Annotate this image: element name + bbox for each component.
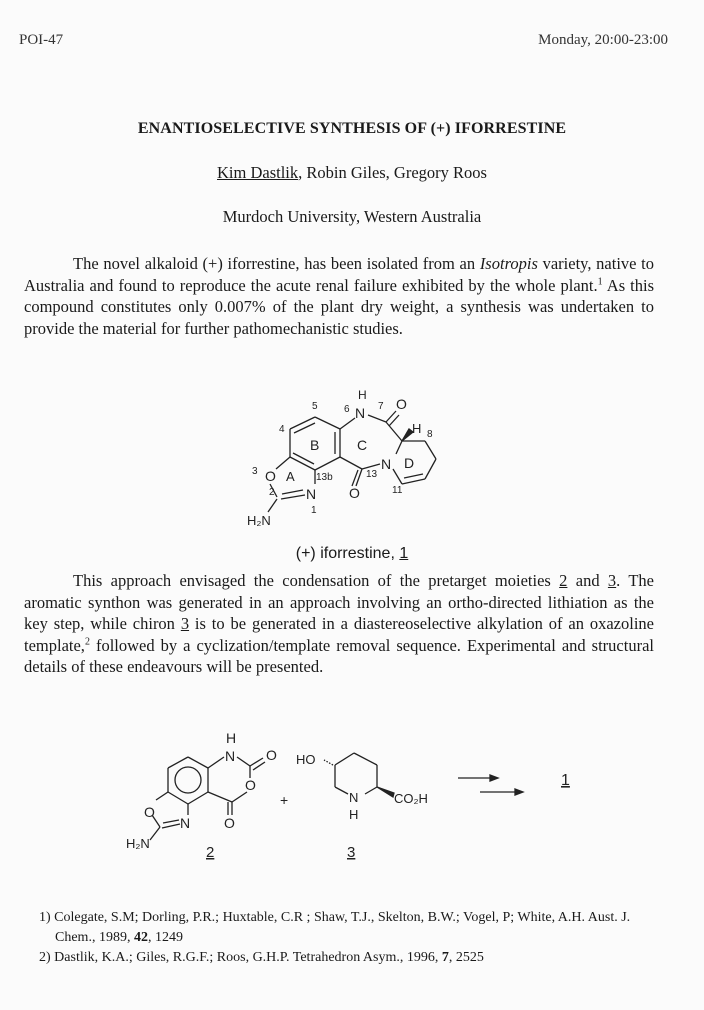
bond <box>168 757 188 768</box>
bond <box>276 457 290 469</box>
ref-volume: 42 <box>133 930 148 945</box>
session-time: Monday, 20:00-23:00 <box>538 32 668 48</box>
atom-label: N <box>225 748 236 764</box>
bond <box>294 423 315 433</box>
reference-item <box>39 908 669 948</box>
plus-sign: + <box>280 792 289 808</box>
bond <box>354 753 377 765</box>
position-number: 2 <box>269 487 275 498</box>
ref-pages: , 1249 <box>147 930 183 945</box>
bond <box>335 753 354 765</box>
position-number: 8 <box>427 429 433 440</box>
text-segment: is to be generated in a diastereoselective alkylation of an oxazoline template, <box>24 614 654 655</box>
text-segment: This approach envisaged the condensation of the pretarget moieties <box>73 571 560 590</box>
atom-label: HO <box>296 752 316 767</box>
position-number: 13 <box>366 469 378 480</box>
compound-number: 2 <box>206 844 215 861</box>
bond <box>208 792 232 802</box>
abstract-paragraph-1 <box>24 253 654 339</box>
atom-label: H <box>412 421 422 436</box>
compound-number: 1 <box>399 545 409 562</box>
paper-title: ENANTIOSELECTIVE SYNTHESIS OF (+) IFORRESTINE <box>137 120 567 137</box>
atom-label: O <box>266 747 277 763</box>
bond <box>365 787 377 794</box>
citation-1: 1 <box>597 276 603 287</box>
bond <box>425 441 436 459</box>
ref-pages: , 2525 <box>448 950 484 965</box>
atom-label: O <box>144 804 155 820</box>
atom-label: O <box>396 396 407 412</box>
reference-item <box>39 948 669 968</box>
bond <box>425 459 436 479</box>
text-segment: The novel alkaloid (+) iforrestine, has been isolated from an <box>73 254 480 273</box>
poster-id: POI-47 <box>19 32 64 48</box>
bond <box>335 787 348 794</box>
bond <box>232 792 247 802</box>
atom-label: H <box>358 388 367 402</box>
text-segment: . The aromatic synthon was generated in an approach involving an ortho-directed lithiation as the key step, while chiron <box>24 571 654 633</box>
bond <box>168 792 188 804</box>
atom-label: H <box>226 730 237 746</box>
ring-label: B <box>310 437 320 453</box>
ref-text: Dastlik, K.A.; Giles, R.G.F.; Roos, G.H.P. Tetrahedron Asym., 1996, <box>54 950 442 965</box>
atom-label: N <box>306 486 317 502</box>
atom-label: O <box>349 485 360 501</box>
product-number: 1 <box>561 772 570 789</box>
atom-label: O <box>245 777 256 793</box>
hashed-bond <box>324 760 333 765</box>
bond <box>340 418 355 429</box>
bond <box>393 469 402 484</box>
bond <box>315 417 340 429</box>
bond <box>281 495 305 499</box>
bond <box>315 457 340 470</box>
position-number: 5 <box>312 401 318 412</box>
atom-label: O <box>224 815 235 831</box>
text-segment: variety, native to Australia and found to reproduce the acute renal failure exhibited by the whole plant. <box>24 254 655 295</box>
bond <box>396 441 402 454</box>
bond <box>368 415 386 422</box>
compound-ref: 2 <box>559 571 568 590</box>
compound-ref: 3 <box>180 614 190 633</box>
ref-number: 2) <box>39 950 51 965</box>
atom-label: CO₂H <box>394 791 428 806</box>
text-segment: and <box>567 571 608 590</box>
atom-label: O <box>265 468 276 484</box>
atom-label: N <box>381 456 392 472</box>
bond <box>290 417 315 429</box>
wedge-bond <box>377 787 394 797</box>
figure-caption <box>0 545 704 563</box>
bond <box>208 757 224 768</box>
co-authors: , Robin Giles, Gregory Roos <box>298 163 487 182</box>
bond <box>293 453 314 464</box>
ref-text: Colegate, S.M; Dorling, P.R.; Huxtable, C.R ; Shaw, T.J., Skelton, B.W.; Vogel, P; White, A.H. Aust. J. Chem., 1989, <box>54 910 631 945</box>
position-number: 13b <box>316 472 333 483</box>
atom-label: H₂N <box>126 836 150 851</box>
text-segment: As this compound constitutes only 0.007% of the plant dry weight, a synthesis was undertaken to provide the material for further pathomechanistic studies. <box>24 275 654 338</box>
presenting-author: Kim Dastlik <box>217 163 299 182</box>
arrow-head <box>490 775 498 781</box>
author-list <box>0 163 704 183</box>
position-number: 1 <box>311 505 317 516</box>
bond <box>188 792 208 804</box>
iforrestine-structure <box>230 382 470 542</box>
bond <box>340 457 362 469</box>
ring-label: D <box>404 455 415 471</box>
synthesis-scheme <box>120 720 600 870</box>
ring-label: A <box>286 469 295 484</box>
ref-volume: 7 <box>441 950 449 965</box>
bond <box>282 490 303 494</box>
ref-number: 1) <box>39 910 51 925</box>
position-number: 11 <box>392 485 403 496</box>
bond <box>162 824 180 828</box>
bond <box>156 792 168 800</box>
compound-number: 3 <box>347 844 356 861</box>
abstract-paragraph-2 <box>24 570 654 678</box>
aromatic-ring <box>175 767 201 793</box>
bond <box>404 474 423 478</box>
ring-label: C <box>357 437 368 453</box>
atom-label: N <box>349 790 359 805</box>
references <box>39 908 669 968</box>
caption-text: (+) iforrestine, <box>295 545 400 562</box>
bond <box>386 422 402 441</box>
bond <box>150 827 160 840</box>
position-number: 7 <box>378 401 384 412</box>
arrow-head <box>515 789 523 795</box>
bond <box>188 757 208 768</box>
atom-label: N <box>355 405 366 421</box>
position-number: 3 <box>252 466 258 477</box>
atom-label: H <box>349 807 359 822</box>
citation-2: 2 <box>84 636 90 647</box>
bond <box>402 479 425 484</box>
bond <box>268 499 277 512</box>
atom-label: H₂N <box>247 513 271 528</box>
position-number: 4 <box>279 424 285 435</box>
genus-name: Isotropis <box>479 254 538 273</box>
bond <box>237 757 250 766</box>
bond <box>163 820 179 823</box>
position-number: 6 <box>344 404 350 415</box>
atom-label: N <box>180 815 191 831</box>
text-segment: followed by a cyclization/template removal sequence. Experimental and structural details of these endeavours will be presented. <box>24 635 654 676</box>
affiliation: Murdoch University, Western Australia <box>222 207 482 226</box>
compound-ref: 3 <box>607 571 617 590</box>
